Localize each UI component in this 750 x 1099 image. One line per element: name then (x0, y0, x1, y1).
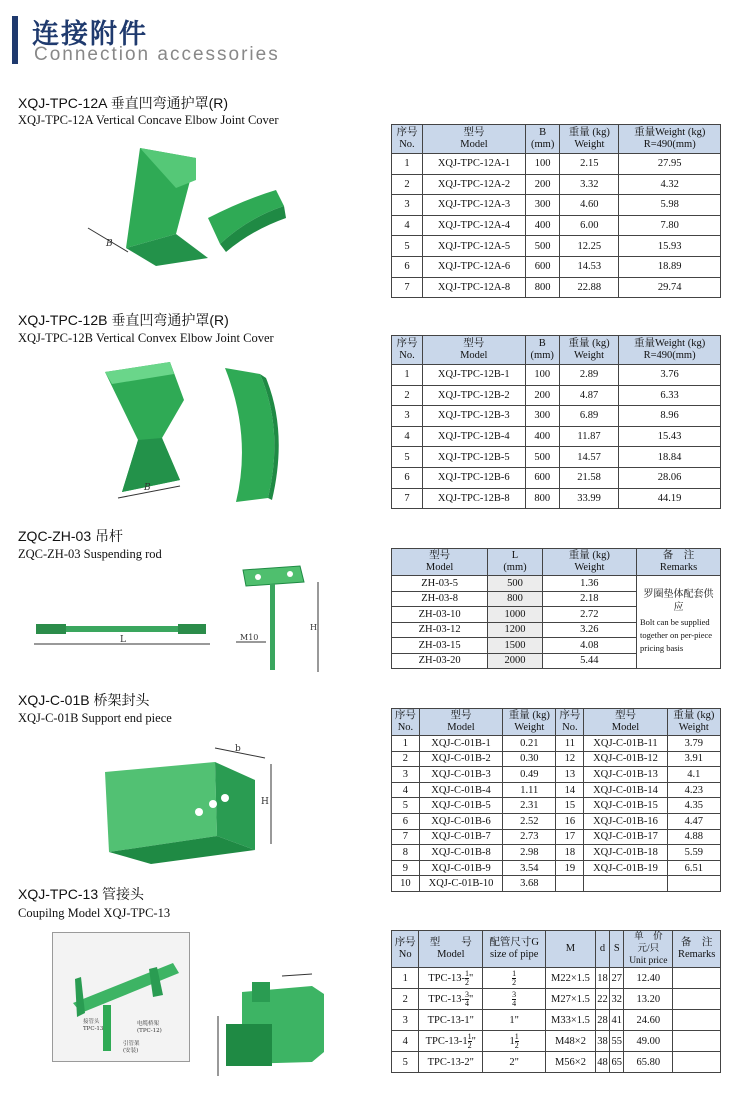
remark-cn: 罗圈垫体配套供应 (643, 588, 714, 613)
table-row: 2 TPC-13- $\frac{3}{4}$ " $\frac{3}{4}$ M27×1.5 22 32 13.20 (392, 989, 721, 1010)
header-accent-bar (12, 16, 18, 64)
page-title-cn: 连接附件 (32, 19, 148, 50)
dim-label-l: L (120, 635, 126, 645)
col-no: 序号 No. (392, 709, 420, 736)
col-weight: 重量 (kg) Weight (542, 549, 636, 576)
table-row: ZH-03-15 1500 4.08 (392, 638, 721, 654)
table-row: 5 XQJ-TPC-12B-5 500 14.57 18.84 (392, 447, 721, 468)
section1-title-en: XQJ-TPC-12A Vertical Concave Elbow Joint Cover (18, 113, 279, 127)
fig-label-d: (TPC-12) (137, 1028, 162, 1034)
col-l: L (mm) (488, 549, 542, 576)
table-row: 5 TPC-13-2" 2" M56×2 48 65 65.80 (392, 1052, 721, 1073)
concave-elbow-cover-illustration (78, 148, 308, 278)
col-no: 序号 No (392, 931, 419, 968)
page-title-en: Connection accessories (34, 44, 280, 65)
table-row: 6 XQJ-C-01B-6 2.52 16 XQJ-C-01B-16 4.47 (392, 813, 721, 829)
convex-elbow-cover-illustration (100, 360, 310, 510)
col-s: S (610, 931, 624, 968)
section3-title-cn: ZQC-ZH-03 吊杆 (18, 528, 123, 544)
table-row: 2 XQJ-TPC-12A-2 200 3.32 4.32 (392, 174, 721, 195)
table-row: 4 TPC-13-1 $\frac{1}{2}$ " 1 $\frac{1}{2}$ M48×2 38 55 49.00 (392, 1031, 721, 1052)
col-b: B (mm) (526, 125, 560, 154)
concave-elbow-table (391, 124, 721, 298)
table-row: ZH-03-12 1200 3.26 (392, 622, 721, 638)
col-no: 序号 No. (392, 336, 423, 365)
table-row: ZH-03-10 1000 2.72 (392, 607, 721, 623)
table-row: 10 XQJ-C-01B-10 3.68 (392, 876, 721, 892)
col-weight-2: 重量 (kg) Weight (667, 709, 720, 736)
section1-title-cn: XQJ-TPC-12A 垂直凹弯通护罩(R) (18, 95, 229, 111)
col-model: 型号 Model (392, 549, 488, 576)
fig-label-c: 电缆桥架 (137, 1021, 160, 1027)
section4-title-cn: XQJ-C-01B 桥架封头 (18, 692, 150, 708)
dim-label-b: b (235, 744, 241, 754)
col-b: B (mm) (525, 336, 559, 365)
table-row: 9 XQJ-C-01B-9 3.54 19 XQJ-C-01B-19 6.51 (392, 860, 721, 876)
col-model: 型号 Model (419, 709, 502, 736)
table-row: 7 XQJ-C-01B-7 2.73 17 XQJ-C-01B-17 4.88 (392, 829, 721, 845)
remark-en: Bolt can be supplied together on per-piece pricing basis (640, 616, 713, 653)
col-model: 型号 Model (422, 125, 525, 154)
col-no: 序号 No. (392, 125, 423, 154)
svg-text:B: B (106, 239, 113, 249)
table-row: 4 XQJ-TPC-12B-4 400 11.87 15.43 (392, 426, 721, 447)
table-row: 1 TPC-13- $\frac{1}{2}$ " $\frac{1}{2}$ M22×1.5 18 27 12.40 (392, 968, 721, 989)
fig-label-e: 引管架 (123, 1041, 140, 1047)
end-piece-illustration (95, 740, 285, 870)
table-row: 1 XQJ-C-01B-1 0.21 11 XQJ-C-01B-11 3.79 (392, 736, 721, 752)
dim-label-h: H (310, 623, 317, 632)
col-weight-r: 重量Weight (kg) R=490(mm) (619, 125, 721, 154)
table-row: 7 XQJ-TPC-12A-8 800 22.88 29.74 (392, 277, 721, 298)
suspending-rod-table (391, 548, 721, 669)
table-row: 8 XQJ-C-01B-8 2.98 18 XQJ-C-01B-18 5.59 (392, 845, 721, 861)
col-remarks: 备 注 Remarks (673, 931, 721, 968)
table-row: 6 XQJ-TPC-12B-6 600 21.58 28.06 (392, 467, 721, 488)
section3-title-en: ZQC-ZH-03 Suspending rod (18, 547, 162, 561)
col-pipe-size: 配管尺寸G size of pipe (483, 931, 546, 968)
table-row: 5 XQJ-TPC-12A-5 500 12.25 15.93 (392, 236, 721, 257)
col-model: 型 号 Model (419, 931, 483, 968)
coupling-installation-frame (52, 932, 190, 1062)
section5-title-cn: XQJ-TPC-13 管接头 (18, 886, 145, 902)
table-row: 5 XQJ-C-01B-5 2.31 15 XQJ-C-01B-15 4.35 (392, 798, 721, 814)
col-weight: 重量 (kg) Weight (559, 336, 618, 365)
table-row: 3 TPC-13-1" 1" M33×1.5 28 41 24.60 (392, 1010, 721, 1031)
svg-text:B: B (144, 483, 151, 493)
dim-label-m10: M10 (240, 633, 259, 642)
table-row: 3 XQJ-TPC-12A-3 300 4.60 5.98 (392, 195, 721, 216)
table-row: 2 XQJ-C-01B-2 0.30 12 XQJ-C-01B-12 3.91 (392, 751, 721, 767)
table-row: 4 XQJ-C-01B-4 1.11 14 XQJ-C-01B-14 4.23 (392, 782, 721, 798)
col-model: 型号 Model (423, 336, 526, 365)
section2-title-cn: XQJ-TPC-12B 垂直凹弯通护罩(R) (18, 312, 229, 328)
table-row: 4 XQJ-TPC-12A-4 400 6.00 7.80 (392, 215, 721, 236)
coupling-section-illustration (212, 972, 342, 1082)
fig-label-b: TPC-13 (83, 1026, 104, 1032)
section5-title-en: Coupilng Model XQJ-TPC-13 (18, 906, 171, 920)
table-row: ZH-03-20 2000 5.44 (392, 653, 721, 669)
table-row: 7 XQJ-TPC-12B-8 800 33.99 44.19 (392, 488, 721, 509)
convex-elbow-table (391, 335, 721, 509)
col-remarks: 备 注 Remarks (637, 549, 721, 576)
table-row: 6 XQJ-TPC-12A-6 600 14.53 18.89 (392, 256, 721, 277)
col-weight: 重量 (kg) Weight (560, 125, 619, 154)
coupling-installation-illustration (53, 933, 189, 1061)
table-row: 1 XQJ-TPC-12A-1 100 2.15 27.95 (392, 154, 721, 175)
col-no-2: 序号 No. (556, 709, 584, 736)
fig-label-a: 接管头 (83, 1019, 100, 1025)
section2-title-en: XQJ-TPC-12B Vertical Convex Elbow Joint Cover (18, 331, 274, 345)
table-row: ZH-03-5 500 1.36 罗圈垫体配套供应 Bolt can be supplied together on per-piece pricing basis (392, 576, 721, 592)
suspending-rod-illustration (28, 560, 338, 680)
section4-title-en: XQJ-C-01B Support end piece (18, 711, 172, 725)
col-unit-price: 单 价 元/只 Unit price (624, 931, 673, 968)
table-row: 1 XQJ-TPC-12B-1 100 2.89 3.76 (392, 365, 721, 386)
table-row: 3 XQJ-C-01B-3 0.49 13 XQJ-C-01B-13 4.1 (392, 767, 721, 783)
table-row: 2 XQJ-TPC-12B-2 200 4.87 6.33 (392, 385, 721, 406)
end-piece-table (391, 708, 721, 892)
col-weight-r: 重量Weight (kg) R=490(mm) (619, 336, 721, 365)
dim-label-h: H (261, 797, 269, 807)
fig-label-f: (安装) (123, 1048, 139, 1054)
remarks-cell (637, 576, 721, 669)
col-m: M (546, 931, 596, 968)
table-row: ZH-03-8 800 2.18 (392, 591, 721, 607)
col-model-2: 型号 Model (584, 709, 667, 736)
table-row: 3 XQJ-TPC-12B-3 300 6.89 8.96 (392, 406, 721, 427)
col-d: d (595, 931, 609, 968)
coupling-table (391, 930, 721, 1073)
col-weight: 重量 (kg) Weight (503, 709, 556, 736)
